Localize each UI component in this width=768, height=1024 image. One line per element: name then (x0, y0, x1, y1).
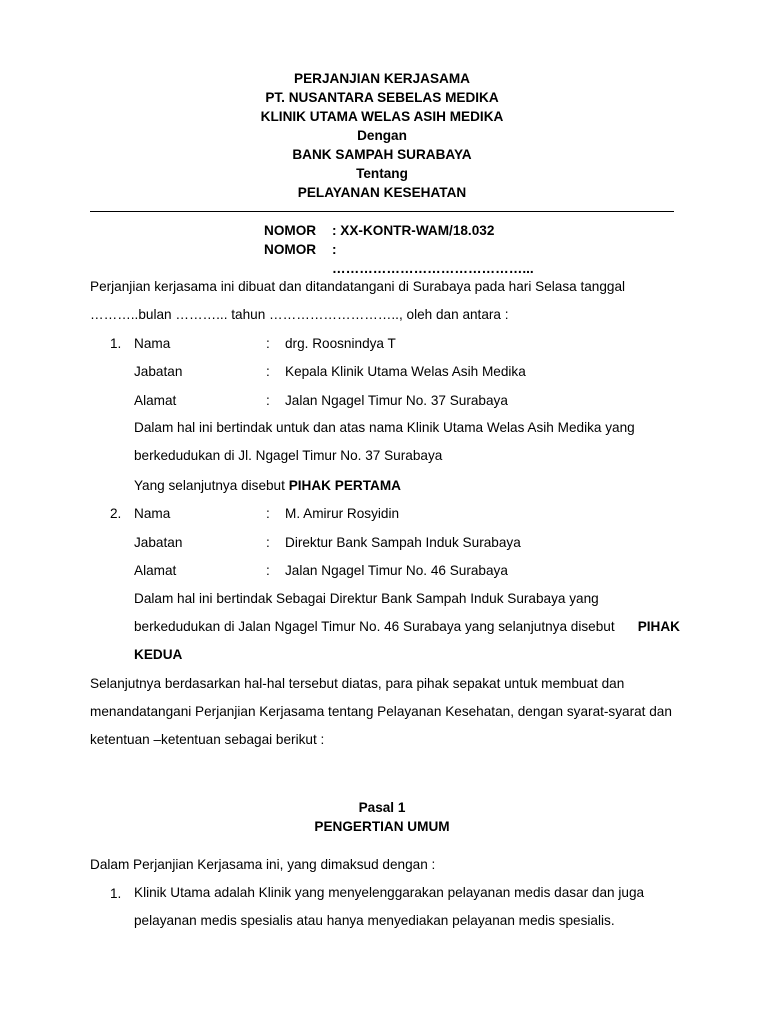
nomor-line (90, 221, 674, 240)
header-dengan: Dengan (357, 128, 407, 143)
description-line (134, 641, 680, 669)
field-value: Direktur Bank Sampah Induk Surabaya (285, 535, 521, 550)
nomor-value: : ……………………………………... (332, 242, 534, 276)
list-item-number: 1. (110, 886, 122, 901)
nomor-label: NOMOR (264, 242, 317, 257)
field-colon: : (266, 364, 270, 379)
list-item-line: pelayanan medis spesialis atau hanya menyediakan pelayanan medis spesialis. (134, 913, 615, 928)
pasal-title: Pasal 1 (358, 800, 406, 815)
field-value: Jalan Ngagel Timur No. 46 Surabaya (285, 563, 508, 578)
field-colon: : (266, 506, 270, 521)
closing-paragraph (90, 670, 680, 754)
party-number: 2. (110, 506, 122, 521)
party-description (134, 585, 680, 669)
field-colon: : (266, 563, 270, 578)
party-description (134, 414, 680, 470)
field-label: Nama (134, 506, 171, 521)
party-designation: PIHAK (637, 619, 680, 634)
list-item-text (134, 879, 680, 935)
description-line: berkedudukan di Jalan Ngagel Timur No. 46 Surabaya yang selanjutnya disebut (134, 619, 615, 634)
field-label: Alamat (134, 393, 177, 408)
closing-line: ketentuan –ketentuan sebagai berikut : (90, 732, 325, 747)
field-label: Jabatan (134, 535, 183, 550)
field-value: Kepala Klinik Utama Welas Asih Medika (285, 364, 526, 379)
party-designation-cont: KEDUA (134, 647, 183, 662)
field-label: Jabatan (134, 364, 183, 379)
party-designation: PIHAK PERTAMA (288, 478, 401, 493)
field-value: drg. Roosnindya T (285, 336, 396, 351)
intro-paragraph (90, 273, 680, 329)
description-line: Dalam hal ini bertindak untuk dan atas nama Klinik Utama Welas Asih Medika yang (134, 420, 635, 435)
header-company: PT. NUSANTARA SEBELAS MEDIKA (265, 90, 499, 105)
header-title: PERJANJIAN KERJASAMA (294, 71, 470, 86)
party-number: 1. (110, 336, 122, 351)
header-tentang: Tentang (356, 166, 408, 181)
header-bank: BANK SAMPAH SURABAYA (292, 147, 472, 162)
header-subject: PELAYANAN KESEHATAN (297, 185, 467, 200)
nomor-label: NOMOR (264, 223, 317, 238)
field-colon: : (266, 336, 270, 351)
designation-prefix: Yang selanjutnya disebut (134, 478, 289, 493)
list-item-line: Klinik Utama adalah Klinik yang menyelenggarakan pelayanan medis dasar dan juga (134, 885, 645, 900)
header-divider (90, 211, 674, 212)
field-colon: : (266, 535, 270, 550)
field-value: Jalan Ngagel Timur No. 37 Surabaya (285, 393, 508, 408)
intro-line: Perjanjian kerjasama ini dibuat dan ditandatangani di Surabaya pada hari Selasa tanggal (90, 279, 626, 294)
nomor-value: : XX-KONTR-WAM/18.032 (332, 223, 495, 238)
field-label: Alamat (134, 563, 177, 578)
description-line-wrap (134, 613, 680, 641)
party-designation-line (134, 476, 401, 495)
header-clinic: KLINIK UTAMA WELAS ASIH MEDIKA (260, 109, 504, 124)
field-value: M. Amirur Rosyidin (285, 506, 400, 521)
closing-line: Selanjutnya berdasarkan hal-hal tersebut diatas, para pihak sepakat untuk membuat dan (90, 676, 625, 691)
pasal-subtitle: PENGERTIAN UMUM (314, 819, 450, 834)
description-line: Dalam hal ini bertindak Sebagai Direktur Bank Sampah Induk Surabaya yang (134, 591, 599, 606)
pasal-intro: Dalam Perjanjian Kerjasama ini, yang dimaksud dengan : (90, 857, 436, 872)
field-label: Nama (134, 336, 171, 351)
closing-line: menandatangani Perjanjian Kerjasama tentang Pelayanan Kesehatan, dengan syarat-syarat dan (90, 704, 672, 719)
intro-line: ………..bulan ………... tahun ……………………….., oleh dan antara : (90, 307, 509, 322)
field-colon: : (266, 393, 270, 408)
description-line: berkedudukan di Jl. Ngagel Timur No. 37 Surabaya (134, 448, 443, 463)
